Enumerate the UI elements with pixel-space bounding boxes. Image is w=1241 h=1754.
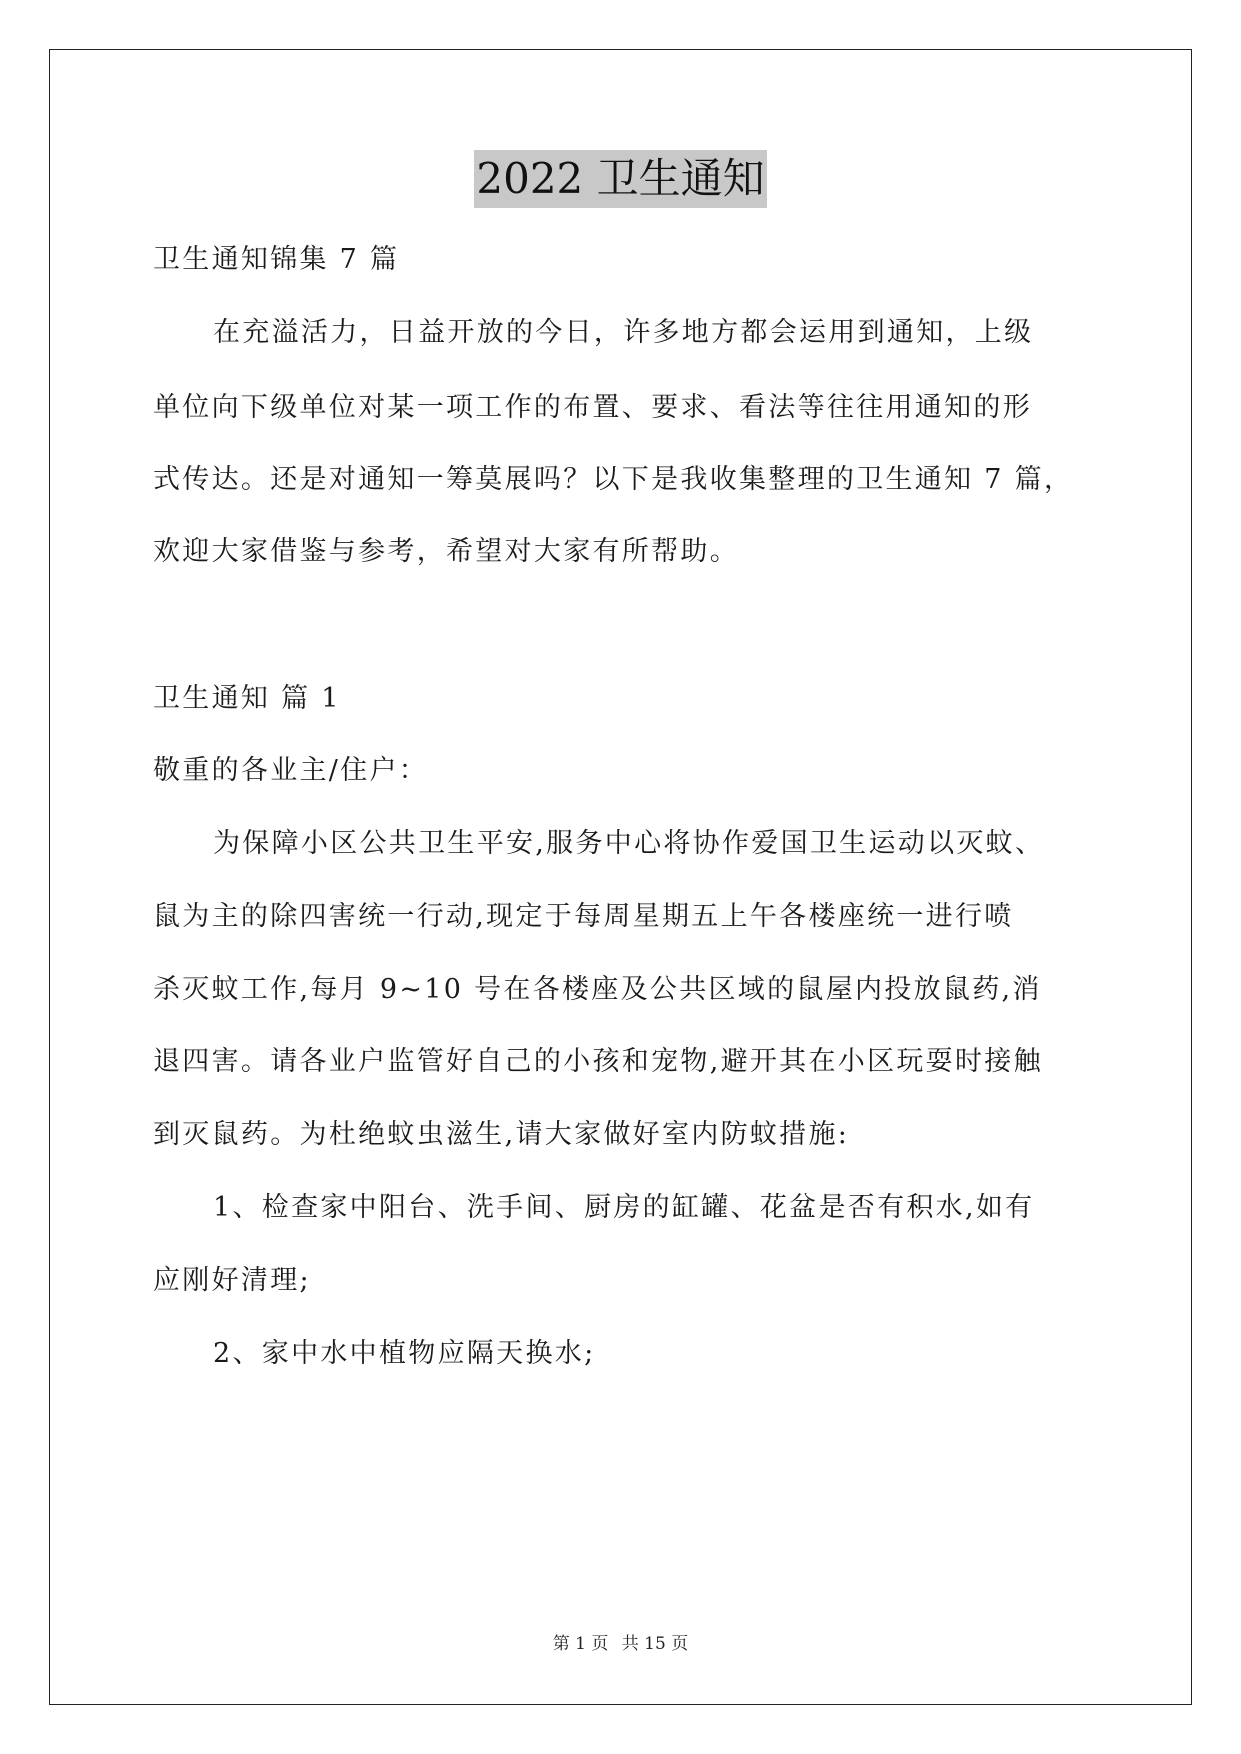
- page-number: 第 1 页: [552, 1634, 609, 1654]
- page-footer: [0, 1633, 1241, 1655]
- page-total: 共 15 页: [621, 1634, 689, 1654]
- list-item-2: 2、家中水中植物应隔天换水;: [213, 1338, 596, 1369]
- intro-line: 欢迎大家借鉴与参考，希望对大家有所帮助。: [153, 536, 739, 567]
- document-title: 2022 卫生通知: [474, 150, 766, 208]
- body-line: 杀灭蚊工作,每月 9~10 号在各楼座及公共区域的鼠屋内投放鼠药,消: [153, 974, 1042, 1005]
- document-subtitle: 卫生通知锦集 7 篇: [153, 244, 400, 275]
- page-border: [49, 49, 1192, 1705]
- list-item-1-line: 应刚好清理;: [153, 1265, 311, 1296]
- intro-line: 在充溢活力，日益开放的今日，许多地方都会运用到通知，上级: [213, 317, 1034, 348]
- salutation: 敬重的各业主/住户：: [153, 755, 429, 786]
- section-heading: 卫生通知 篇 1: [153, 683, 341, 714]
- body-line: 鼠为主的除四害统一行动,现定于每周星期五上午各楼座统一进行喷: [153, 901, 1014, 932]
- list-item-1-line: 1、检查家中阳台、洗手间、厨房的缸罐、花盆是否有积水,如有: [213, 1192, 1035, 1223]
- intro-line: 单位向下级单位对某一项工作的布置、要求、看法等往往用通知的形: [153, 392, 1032, 423]
- body-line: 到灭鼠药。为杜绝蚊虫滋生,请大家做好室内防蚊措施:: [153, 1119, 850, 1150]
- intro-line: 式传达。还是对通知一筹莫展吗？以下是我收集整理的卫生通知 7 篇，: [153, 464, 1074, 495]
- body-line: 退四害。请各业户监管好自己的小孩和宠物,避开其在小区玩耍时接触: [153, 1046, 1043, 1077]
- body-line: 为保障小区公共卫生平安,服务中心将协作爱国卫生运动以灭蚊、: [213, 828, 1045, 859]
- title-wrap: [0, 150, 1241, 208]
